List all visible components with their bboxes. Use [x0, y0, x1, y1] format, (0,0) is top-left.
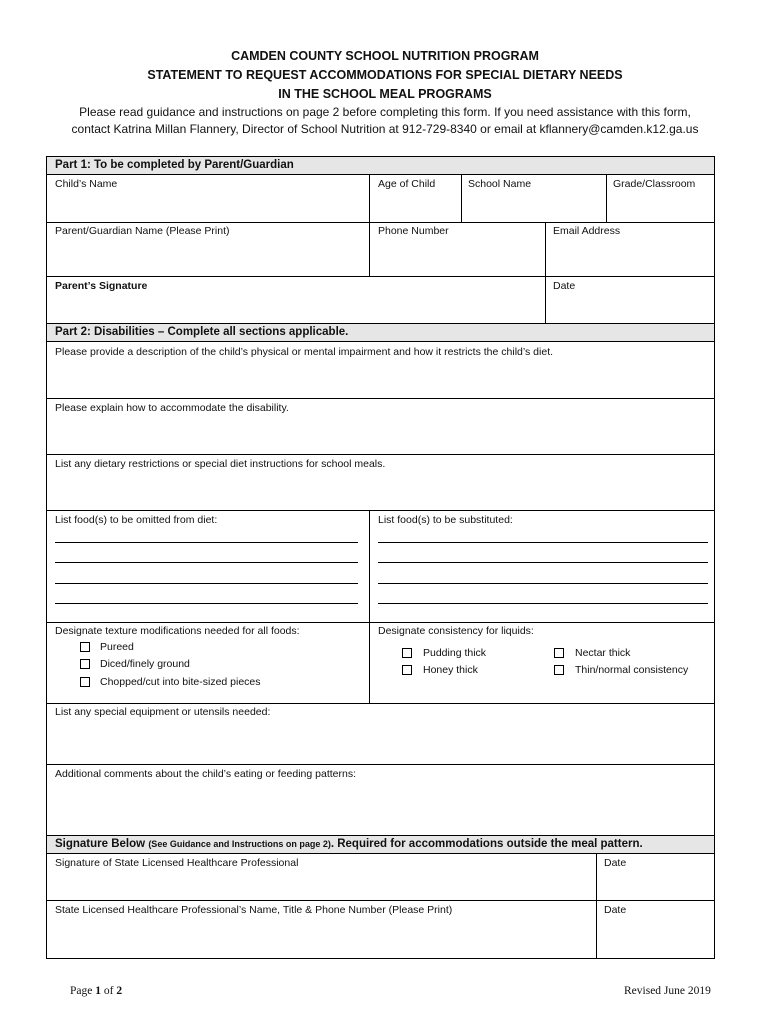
omitted-line[interactable]: [55, 603, 358, 604]
hcp-signature-date-label: Date: [604, 857, 627, 869]
hcp-name-label: State Licensed Healthcare Professional’s Name, Title & Phone Number (Please Print): [55, 904, 453, 916]
substituted-foods-label: List food(s) to be substituted:: [378, 514, 513, 526]
accommodation-label: Please explain how to accommodate the disability.: [55, 402, 289, 414]
diced-label: Diced/finely ground: [100, 658, 190, 670]
pureed-checkbox[interactable]: [80, 642, 90, 652]
honey-thick-label: Honey thick: [423, 664, 478, 676]
substituted-line[interactable]: [378, 542, 708, 543]
part1-header: Part 1: To be completed by Parent/Guardian: [47, 157, 714, 175]
signature-section-header: [47, 836, 714, 854]
chopped-label: Chopped/cut into bite-sized pieces: [100, 676, 261, 688]
omitted-line[interactable]: [55, 583, 358, 584]
intro-line1: Please read guidance and instructions on page 2 before completing this form. If you need assistance with this form,: [79, 105, 691, 119]
impairment-label: Please provide a description of the child’s physical or mental impairment and how it restricts the child’s diet.: [55, 346, 554, 358]
email-address-label: Email Address: [553, 225, 621, 237]
restrictions-label: List any dietary restrictions or special diet instructions for school meals.: [55, 458, 386, 470]
nectar-thick-checkbox[interactable]: [554, 648, 564, 658]
pudding-thick-checkbox[interactable]: [402, 648, 412, 658]
phone-number-label: Phone Number: [378, 225, 449, 237]
parent-signature-label: Parent’s Signature: [55, 280, 148, 292]
revision-date: Revised June 2019: [624, 985, 711, 997]
signature-guidance-note: (See Guidance and Instructions on page 2): [148, 839, 331, 849]
parent-date-label: Date: [553, 280, 576, 292]
diced-checkbox[interactable]: [80, 659, 90, 669]
substituted-line[interactable]: [378, 562, 708, 563]
special-equipment-label: List any special equipment or utensils needed:: [55, 706, 271, 718]
page-number: Page 1 of 2: [70, 985, 123, 997]
hcp-name-date-label: Date: [604, 904, 627, 916]
form-title-line2: STATEMENT TO REQUEST ACCOMMODATIONS FOR SPECIAL DIETARY NEEDS: [147, 68, 623, 82]
omitted-line[interactable]: [55, 562, 358, 563]
substituted-line[interactable]: [378, 583, 708, 584]
hcp-signature-label: Signature of State Licensed Healthcare Professional: [55, 857, 299, 869]
child-name-label: Child’s Name: [55, 178, 118, 190]
form-title-line3: IN THE SCHOOL MEAL PROGRAMS: [278, 87, 492, 101]
dietary-request-form: [46, 156, 715, 959]
pureed-label: Pureed: [100, 641, 134, 653]
intro-line2: contact Katrina Millan Flannery, Director of School Nutrition at 912-729-8340 or email at kflannery@camden.k12.ga.us: [71, 122, 699, 136]
omitted-foods-label: List food(s) to be omitted from diet:: [55, 514, 218, 526]
liquid-consistency-label: Designate consistency for liquids:: [378, 625, 534, 637]
honey-thick-checkbox[interactable]: [402, 665, 412, 675]
chopped-checkbox[interactable]: [80, 677, 90, 687]
texture-label: Designate texture modifications needed for all foods:: [55, 625, 300, 637]
part2-header: Part 2: Disabilities – Complete all sections applicable.: [47, 324, 714, 342]
nectar-thick-label: Nectar thick: [575, 647, 631, 659]
omitted-line[interactable]: [55, 542, 358, 543]
form-title-line1: CAMDEN COUNTY SCHOOL NUTRITION PROGRAM: [231, 49, 539, 63]
substituted-line[interactable]: [378, 603, 708, 604]
grade-classroom-label: Grade/Classroom: [613, 178, 696, 190]
guardian-name-label: Parent/Guardian Name (Please Print): [55, 225, 230, 237]
additional-comments-label: Additional comments about the child’s eating or feeding patterns:: [55, 768, 356, 780]
thin-normal-label: Thin/normal consistency: [575, 664, 689, 676]
thin-normal-checkbox[interactable]: [554, 665, 564, 675]
signature-title: Signature Below: [55, 838, 146, 850]
signature-requirement: . Required for accommodations outside the meal pattern.: [330, 838, 643, 850]
age-of-child-label: Age of Child: [378, 178, 436, 190]
pudding-thick-label: Pudding thick: [423, 647, 487, 659]
school-name-label: School Name: [468, 178, 532, 190]
